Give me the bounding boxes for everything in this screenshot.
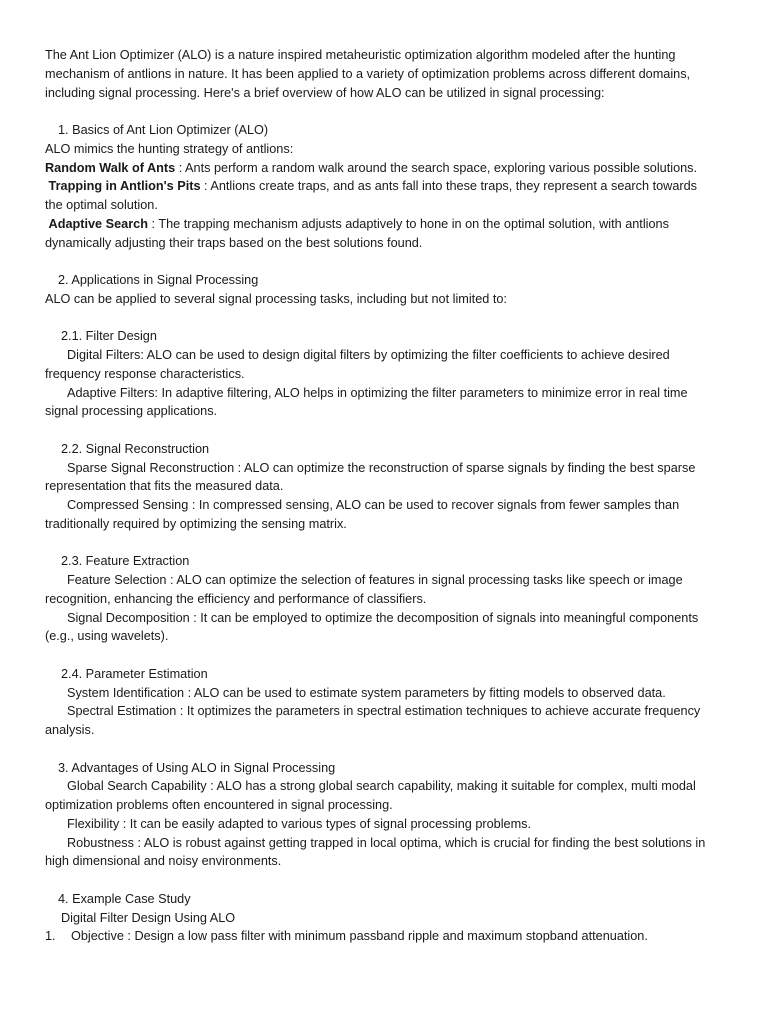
subsection-item: Sparse Signal Reconstruction : ALO can optimize the reconstruction of sparse signals by finding the best sparse representation that fits the measured data. [45,460,696,494]
section-4-subheading: Digital Filter Design Using ALO [61,910,236,925]
spacer [45,740,717,759]
section-1-item [45,177,717,215]
list-text: Objective : Design a low pass filter with minimum passband ripple and maximum stopband attenuation. [71,929,648,944]
subsection-item: Signal Decomposition : It can be employed to optimize the decomposition of signals into meaningful components (e.g., using wavelets). [45,610,699,644]
section-1-heading: 1. Basics of Ant Lion Optimizer (ALO) [58,123,269,137]
subsection-item: Adaptive Filters: In adaptive filtering, ALO helps in optimizing the filter parameters to minimize error in real time signal processing applications. [45,385,688,419]
item-text: : Ants perform a random walk around the search space, exploring various possible solutions. [175,160,698,175]
subsection-item: Spectral Estimation : It optimizes the parameters in spectral estimation techniques to achieve accurate frequency analysis. [45,704,701,737]
section-3-item: Robustness : ALO is robust against getting trapped in local optima, which is crucial for finding the best solutions in high dimensional and noisy environments. [45,835,706,869]
list-number: 1. [45,929,56,944]
subsection-item: Digital Filters: ALO can be used to design digital filters by optimizing the filter coefficients to achieve desired frequency response characteristics. [45,348,670,381]
subsection-heading: 2.2. Signal Reconstruction [61,441,210,456]
spacer [45,871,717,890]
document-page [45,46,717,946]
section-4-heading: 4. Example Case Study [58,891,191,906]
spacer [45,534,717,553]
section-2-lead: ALO can be applied to several signal processing tasks, including but not limited to: [45,291,507,306]
section-2-heading: 2. Applications in Signal Processing [58,273,259,287]
subsection-item: Feature Selection : ALO can optimize the selection of features in signal processing tasks like speech or image recognition, enhancing the efficiency and performance of classifiers. [45,573,683,606]
subsection-heading: 2.4. Parameter Estimation [61,666,208,681]
subsection-item: System Identification : ALO can be used to estimate system parameters by fitting models to observed data. [67,685,666,700]
item-term: Trapping in Antlion's Pits [48,179,201,194]
item-term: Adaptive Search [48,216,148,231]
subsection-item: Compressed Sensing : In compressed sensing, ALO can be used to recover signals from fewer samples than traditionally required by optimizing the sensing matrix. [45,498,680,531]
section-3-heading: 3. Advantages of Using ALO in Signal Processing [58,760,336,775]
item-text: : Antlions create traps, and as ants fall into these traps, they represent a search towards the optimal solution. [45,179,698,212]
section-3-item: Global Search Capability : ALO has a strong global search capability, making it suitable for complex, multi modal optimization problems often encountered in signal processing. [45,779,696,812]
numbered-list-item [45,927,717,946]
spacer [45,646,717,665]
spacer [45,252,717,271]
spacer [45,421,717,440]
spacer [45,309,717,328]
section-1-item [45,159,717,178]
item-term: Random Walk of Ants [45,160,176,175]
subsection-heading: 2.3. Feature Extraction [61,554,190,569]
subsection-heading: 2.1. Filter Design [61,329,157,344]
section-1-item [45,215,717,253]
section-1-lead: ALO mimics the hunting strategy of antlions: [45,141,294,156]
spacer [45,102,717,121]
intro-paragraph: The Ant Lion Optimizer (ALO) is a nature inspired metaheuristic optimization algorithm modeled after the hunting mechanism of antlions in nature. It has been applied to a variety of optimization problems across different domains, including signal processing. Here's a brief overview of how ALO can be utilized in signal processing: [45,48,691,100]
item-text: : The trapping mechanism adjusts adaptively to hone in on the optimal solution, with antlions dynamically adjusting their traps based on the best solutions found. [45,216,669,250]
section-3-item: Flexibility : It can be easily adapted to various types of signal processing problems. [67,816,532,831]
